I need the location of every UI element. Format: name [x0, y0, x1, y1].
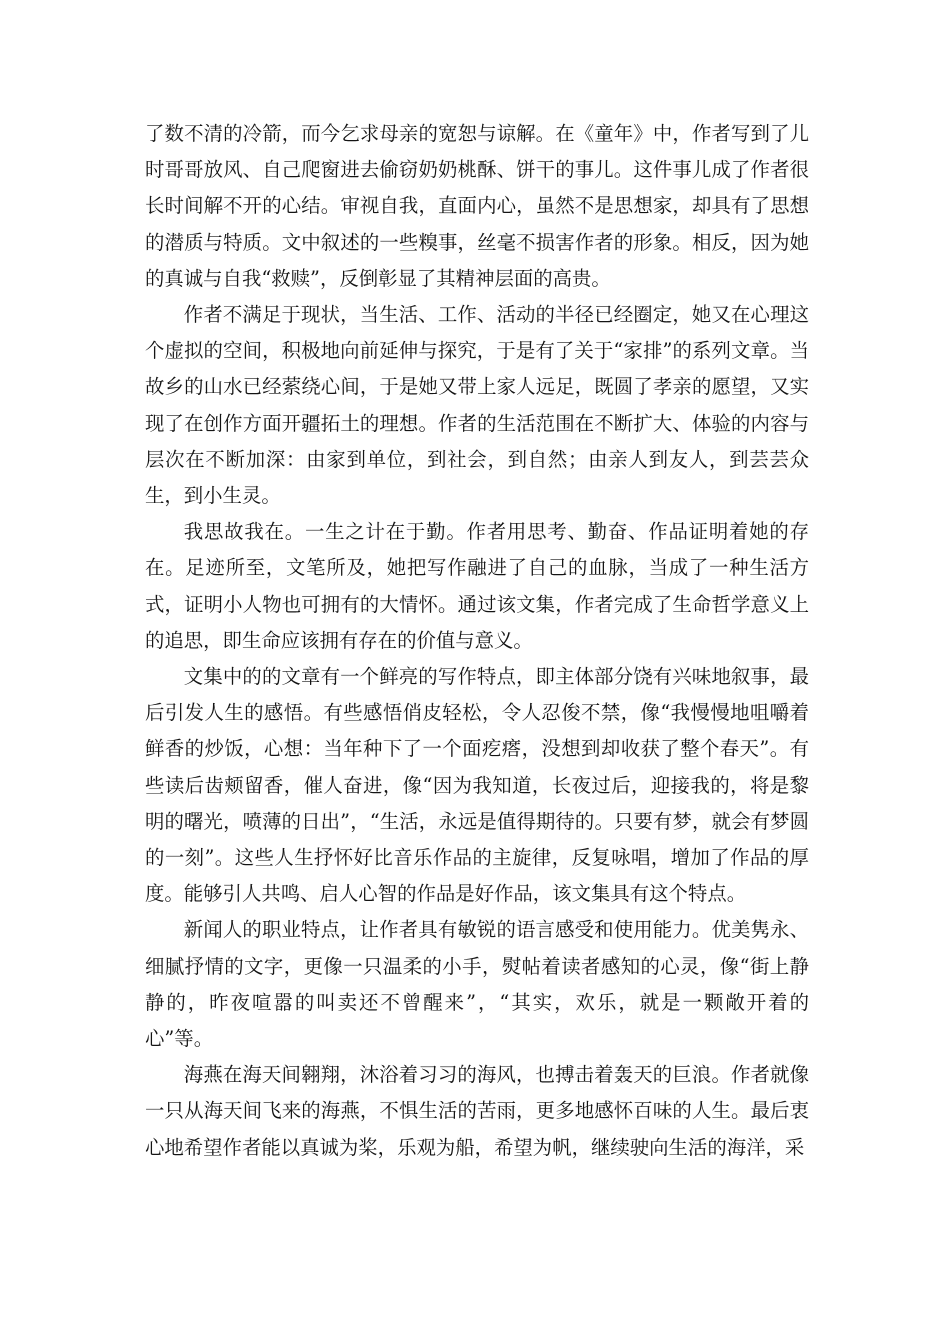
paragraph-2: 作者不满足于现状，当生活、工作、活动的半径已经圈定，她又在心理这个虚拟的空间，积极地向前延伸与探究，于是有了关于“家排”的系列文章。当故乡的山水已经萦绕心间，于是她又带上家人远足，既圆了孝亲的愿望，又实现了在创作方面开疆拓土的理想。作者的生活范围在不断扩大、体验的内容与层次在不断加深：由家到单位，到社会，到自然；由亲人到友人，到芸芸众生，到小生灵。 — [145, 303, 809, 508]
paragraph-6: 海燕在海天间翱翔，沐浴着习习的海风，也搏击着轰天的巨浪。作者就像一只从海天间飞来的海燕，不惧生活的苦雨，更多地感怀百味的人生。最后衷心地希望作者能以真诚为桨，乐观为船，希望为帆，继续驶向生活的海洋，采 — [145, 1063, 809, 1159]
paragraph-4: 文集中的的文章有一个鲜亮的写作特点，即主体部分饶有兴味地叙事，最后引发人生的感悟。有些感悟俏皮轻松，令人忍俊不禁，像“我慢慢地咀嚼着鲜香的炒饭，心想：当年种下了一个面疙瘩，没想到却收获了整个春天”。有些读后齿颊留香，催人奋进，像“因为我知道，长夜过后，迎接我的，将是黎明的曙光，喷薄的日出”，“生活，永远是值得期待的。只要有梦，就会有梦圆的一刻”。这些人生抒怀好比音乐作品的主旋律，反复咏唱，增加了作品的厚度。能够引人共鸣、启人心智的作品是好作品，该文集具有这个特点。 — [145, 665, 809, 906]
paragraph-3: 我思故我在。一生之计在于勤。作者用思考、勤奋、作品证明着她的存在。足迹所至，文笔所及，她把写作融进了自己的血脉，当成了一种生活方式，证明小人物也可拥有的大情怀。通过该文集，作者完成了生命哲学意义上的追思，即生命应该拥有存在的价值与意义。 — [145, 520, 809, 652]
paragraph-5: 新闻人的职业特点，让作者具有敏锐的语言感受和使用能力。优美隽永、细腻抒情的文字，更像一只温柔的小手，熨帖着读者感知的心灵，像“街上静静的，昨夜喧嚣的叫卖还不曾醒来”，“其实，欢乐，就是一颗敞开着的心”等。 — [145, 918, 809, 1051]
paragraph-1: 了数不清的冷箭，而今乞求母亲的宽恕与谅解。在《童年》中，作者写到了儿时哥哥放风、自己爬窗进去偷窃奶奶桃酥、饼干的事儿。这件事儿成了作者很长时间解不开的心结。审视自我，直面内心，虽然不是思想家，却具有了思想的潜质与特质。文中叙述的一些糗事，丝毫不损害作者的形象。相反，因为她的真诚与自我“救赎”，反倒彰显了其精神层面的高贵。 — [145, 122, 809, 290]
document-body — [145, 116, 809, 1166]
